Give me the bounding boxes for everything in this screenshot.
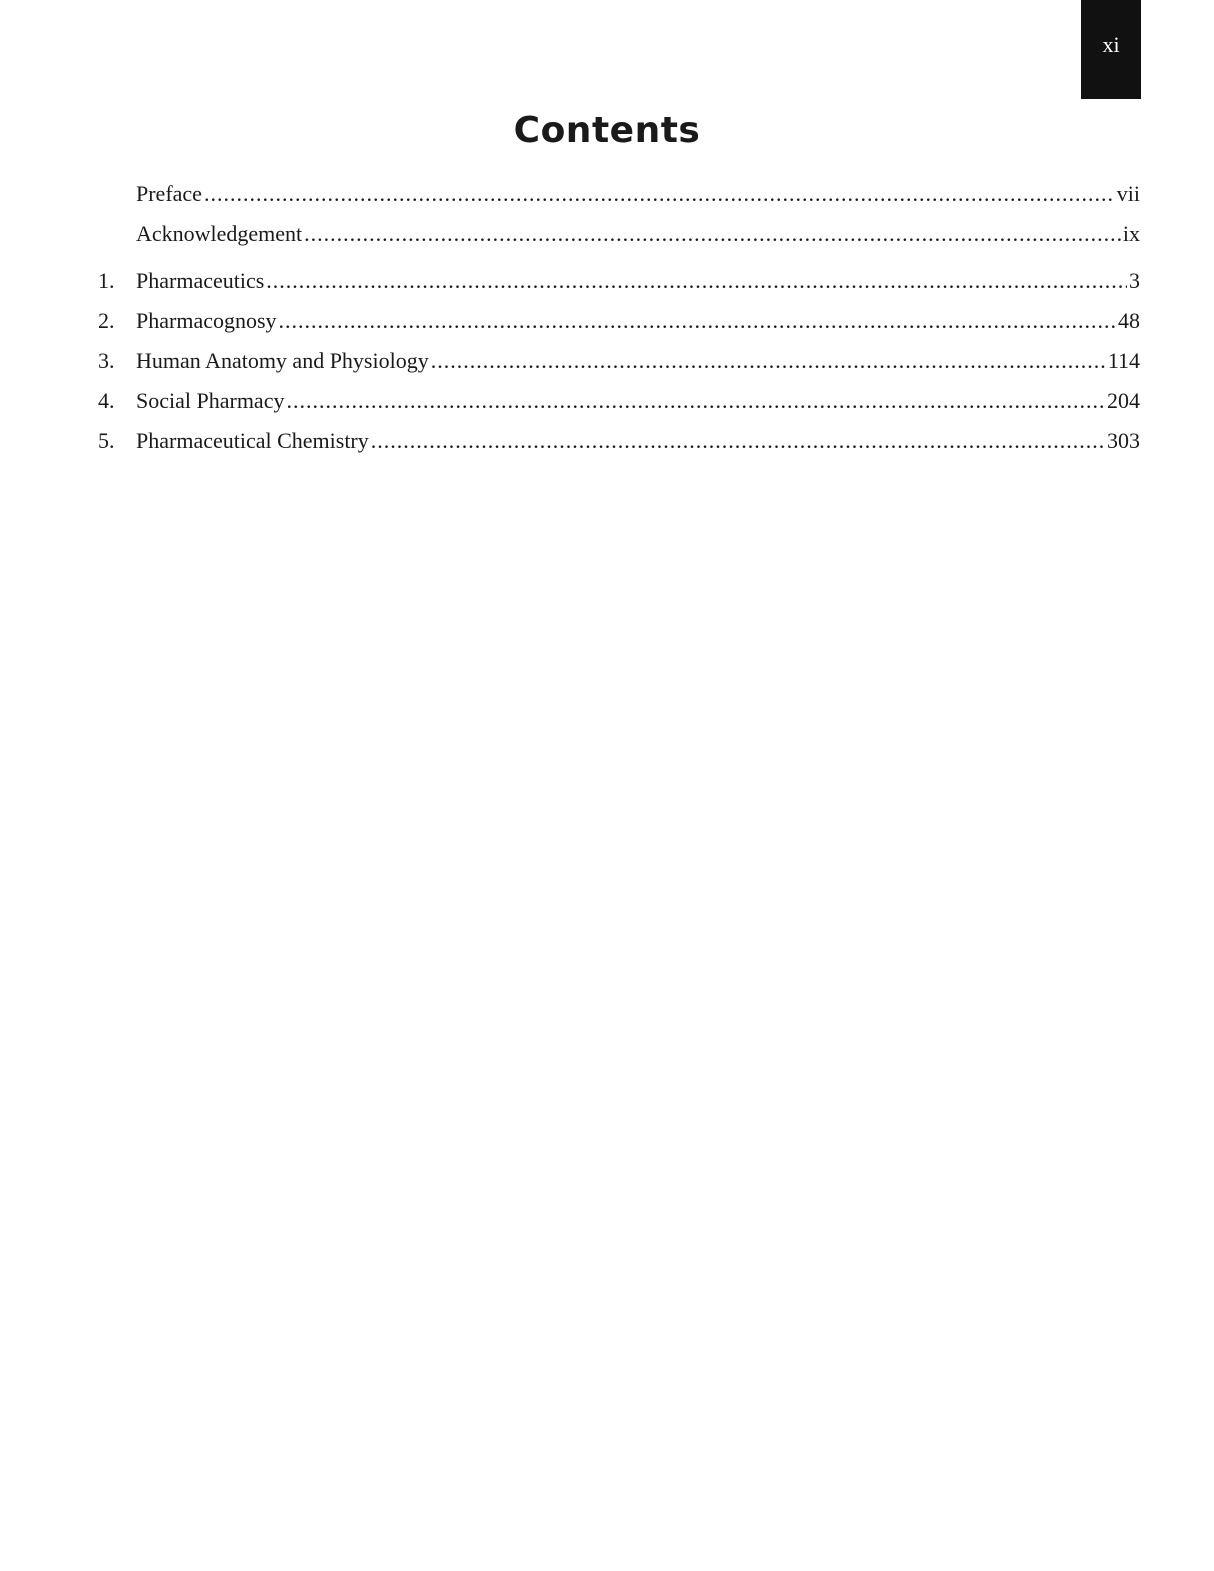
toc-leader-dots bbox=[431, 343, 1106, 379]
toc-leader-dots bbox=[204, 176, 1115, 212]
toc-entry-human-anatomy[interactable] bbox=[98, 343, 1140, 383]
toc-entry-number: 1. bbox=[98, 268, 115, 293]
page-number: xi bbox=[1102, 32, 1120, 57]
toc-entry-label: Acknowledgement bbox=[136, 221, 303, 246]
toc-entry-page: 303 bbox=[1107, 428, 1140, 453]
toc-leader-dots bbox=[286, 383, 1105, 419]
toc-leader-dots bbox=[279, 303, 1116, 339]
toc-entry-number: 3. bbox=[98, 348, 115, 373]
toc-entry-page: 3 bbox=[1129, 268, 1140, 293]
page-title: Contents bbox=[513, 110, 701, 151]
toc-entry-label: Preface bbox=[136, 181, 202, 206]
toc-leader-dots bbox=[371, 423, 1105, 459]
toc-entry-page: 114 bbox=[1107, 348, 1140, 373]
toc-entry-preface[interactable] bbox=[98, 176, 1140, 216]
toc-entry-label: Pharmaceutics bbox=[136, 268, 265, 293]
toc-entry-page: ix bbox=[1122, 221, 1140, 246]
toc-entry-page: vii bbox=[1116, 181, 1140, 206]
toc-entry-page: 204 bbox=[1107, 388, 1140, 413]
page-number-tab bbox=[1081, 0, 1141, 99]
toc-entry-pharmaceutical-chemistry[interactable] bbox=[98, 423, 1140, 463]
toc-leader-dots bbox=[304, 216, 1121, 252]
toc-entry-number: 4. bbox=[98, 388, 115, 413]
toc-entry-number: 5. bbox=[98, 428, 115, 453]
toc-entry-social-pharmacy[interactable] bbox=[98, 383, 1140, 423]
toc-entry-label: Pharmacognosy bbox=[136, 308, 277, 333]
toc-entry-pharmacognosy[interactable] bbox=[98, 303, 1140, 343]
toc-entry-label: Pharmaceutical Chemistry bbox=[136, 428, 369, 453]
toc-entry-label: Social Pharmacy bbox=[136, 388, 285, 413]
toc-entry-acknowledgement[interactable] bbox=[98, 216, 1140, 256]
table-of-contents bbox=[98, 176, 1140, 463]
toc-entry-page: 48 bbox=[1118, 308, 1140, 333]
toc-entry-pharmaceutics[interactable] bbox=[98, 263, 1140, 303]
toc-leader-dots bbox=[266, 263, 1127, 299]
toc-entry-label: Human Anatomy and Physiology bbox=[136, 348, 429, 373]
toc-entry-number: 2. bbox=[98, 308, 115, 333]
